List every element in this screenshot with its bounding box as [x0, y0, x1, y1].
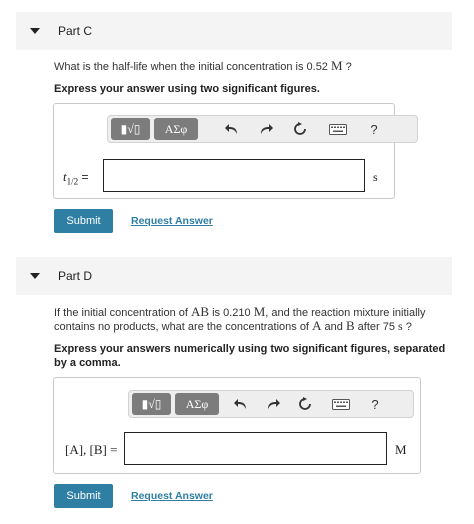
part-c-question — [54, 59, 352, 74]
part-d-header[interactable] — [16, 257, 452, 295]
keyboard-icon — [329, 124, 347, 135]
redo-icon — [266, 398, 280, 410]
species-ab: AB — [190, 304, 210, 319]
concentrations-input[interactable] — [124, 432, 387, 465]
keyboard-button[interactable] — [329, 393, 353, 415]
species-b: B — [345, 318, 355, 333]
request-answer-link[interactable]: Request Answer — [131, 490, 213, 502]
greek-icon: ΑΣφ — [185, 396, 209, 411]
part-c-header[interactable] — [16, 12, 452, 50]
part-c-instruction: Express your answer using two significant figures. — [54, 83, 320, 95]
templates-icon: ▮√▯ — [120, 121, 141, 136]
request-answer-link[interactable]: Request Answer — [131, 215, 213, 227]
answer-label — [63, 169, 89, 186]
unit-symbol: s — [398, 319, 403, 333]
half-life-subscript: 1/2 — [66, 176, 79, 187]
question-text: and — [324, 321, 343, 333]
part-d-instruction-line2: by a comma. — [54, 357, 121, 369]
greek-symbols-button[interactable] — [154, 118, 198, 140]
question-text: contains no products, what are the concentrations of — [54, 321, 309, 333]
collapse-caret-icon[interactable] — [30, 273, 40, 279]
part-d-answer-panel — [53, 377, 421, 474]
help-icon: ? — [371, 396, 379, 412]
answer-unit: M — [395, 442, 407, 457]
half-life-symbol: t — [63, 169, 67, 184]
part-d-title: Part D — [58, 269, 93, 283]
templates-icon: ▮√▯ — [141, 396, 162, 411]
answer-label: [A], [B] = — [65, 442, 118, 457]
equals-sign: = — [81, 170, 89, 184]
templates-button[interactable] — [132, 393, 171, 415]
reset-icon — [298, 397, 312, 411]
part-c-answer-panel — [53, 103, 395, 199]
question-mark: ? — [405, 321, 412, 333]
reset-button[interactable] — [288, 118, 312, 140]
help-button[interactable] — [362, 118, 386, 140]
unit-symbol: M — [331, 58, 343, 73]
half-life-input[interactable] — [103, 159, 365, 192]
species-a: A — [312, 318, 322, 333]
question-mark: ? — [345, 61, 352, 73]
part-c-title: Part C — [58, 24, 93, 38]
math-toolbar — [128, 390, 414, 418]
undo-button[interactable] — [220, 118, 244, 140]
undo-icon — [225, 123, 239, 135]
question-text: , and the reaction mixture initially — [265, 307, 426, 319]
redo-button[interactable] — [254, 118, 278, 140]
part-d-question-line1 — [54, 305, 425, 320]
undo-icon — [234, 398, 248, 410]
question-text: after 75 — [357, 321, 395, 333]
templates-button[interactable] — [111, 118, 150, 140]
part-d-instruction-line1: Express your answers numerically using two significant figures, separated — [54, 343, 446, 355]
redo-icon — [259, 123, 273, 135]
reset-icon — [293, 122, 307, 136]
keyboard-icon — [332, 399, 350, 410]
help-button[interactable] — [363, 393, 387, 415]
reset-button[interactable] — [293, 393, 317, 415]
greek-icon: ΑΣφ — [164, 121, 188, 136]
collapse-caret-icon[interactable] — [30, 28, 40, 34]
redo-button[interactable] — [261, 393, 285, 415]
submit-button[interactable]: Submit — [54, 209, 113, 233]
question-text: What is the half-life when the initial concentration is 0.52 — [54, 61, 328, 73]
help-icon: ? — [370, 121, 378, 137]
undo-button[interactable] — [229, 393, 253, 415]
keyboard-button[interactable] — [326, 118, 350, 140]
part-d-question-line2 — [54, 319, 412, 334]
answer-unit: s — [373, 170, 378, 184]
greek-symbols-button[interactable] — [175, 393, 219, 415]
question-text: is 0.210 — [212, 307, 251, 319]
submit-button[interactable]: Submit — [54, 484, 113, 508]
question-text: If the initial concentration of — [54, 307, 188, 319]
math-toolbar — [107, 115, 418, 143]
unit-symbol: M — [253, 304, 266, 319]
